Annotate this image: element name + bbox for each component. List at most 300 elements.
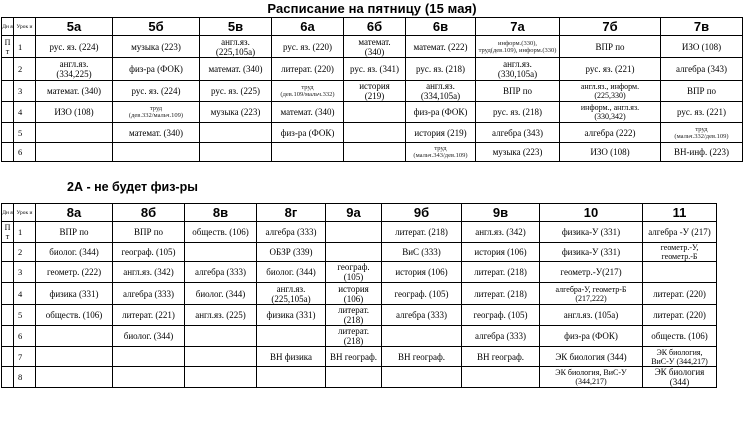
lesson-cell	[36, 262, 113, 283]
lesson-text: англ.яз.	[221, 36, 250, 47]
lesson-text: ВН физика	[269, 351, 312, 362]
lesson-number: 5	[14, 305, 36, 326]
lesson-cell	[540, 326, 643, 347]
lesson-cell	[113, 283, 185, 305]
lesson-cell	[406, 123, 476, 143]
lesson-text: геометр. (222)	[46, 267, 102, 277]
lesson-text: литерат. (220)	[281, 64, 334, 74]
lesson-header: Урок и	[14, 18, 36, 36]
day-header: Дн я	[2, 204, 14, 222]
lesson-text: (218)	[343, 336, 364, 346]
lesson-text: информ.(330),	[497, 39, 537, 47]
lesson-cell	[661, 143, 743, 162]
lesson-cell	[476, 143, 560, 162]
lesson-cell	[185, 347, 257, 367]
lesson-text: англ.яз.	[426, 81, 455, 91]
lesson-text: ИЗО (108)	[681, 41, 722, 52]
class-header: 6в	[406, 18, 476, 36]
lesson-text: рус. яз. (218)	[492, 107, 543, 117]
lesson-text: биолог. (344)	[49, 247, 99, 257]
class-header: 9а	[326, 204, 382, 222]
lesson-text: ВН географ.	[476, 351, 525, 362]
lesson-cell	[643, 326, 717, 347]
lesson-row	[2, 305, 717, 326]
lesson-text: биолог. (344)	[123, 331, 174, 341]
lesson-text: ВПР по	[133, 227, 164, 237]
lesson-text: ВиС (333)	[402, 247, 441, 257]
lesson-text: рус. яз. (224)	[131, 86, 181, 96]
lesson-text: труд	[434, 145, 447, 152]
lesson-cell	[462, 367, 540, 388]
lesson-cell	[185, 222, 257, 243]
lesson-cell	[643, 262, 717, 283]
lesson-text: алгебра (343)	[676, 64, 727, 74]
lesson-cell	[36, 36, 113, 58]
lesson-cell	[661, 102, 743, 123]
lesson-cell	[560, 81, 661, 102]
lesson-cell	[540, 222, 643, 243]
lesson-cell	[344, 58, 406, 81]
lesson-row	[2, 81, 743, 102]
lesson-text: физика (331)	[49, 288, 99, 299]
lesson-cell	[326, 305, 382, 326]
lesson-cell	[200, 102, 272, 123]
lesson-text: обществ. (106)	[651, 331, 708, 341]
lesson-cell	[476, 81, 560, 102]
lesson-cell	[406, 58, 476, 81]
lesson-cell	[382, 347, 462, 367]
lesson-cell	[272, 58, 344, 81]
lesson-cell	[462, 222, 540, 243]
lesson-row	[2, 222, 717, 243]
lesson-text: рус. яз. (224)	[49, 41, 99, 52]
lesson-text: англ.яз.	[276, 283, 306, 294]
lesson-cell	[540, 283, 643, 305]
lesson-cell	[272, 36, 344, 58]
lesson-cell	[113, 262, 185, 283]
lesson-cell	[257, 347, 326, 367]
lesson-text: ВН географ.	[397, 351, 446, 362]
lesson-text: музыка (223)	[492, 147, 543, 157]
lesson-text: ВПР по	[686, 86, 717, 96]
lesson-text: (106)	[343, 293, 364, 304]
lesson-text: (дев.109/мальч.332)	[280, 91, 335, 98]
lesson-text: (340)	[364, 46, 385, 57]
lesson-cell	[185, 243, 257, 262]
lesson-cell	[257, 326, 326, 347]
lesson-text: рус. яз. (220)	[282, 41, 333, 52]
lesson-text: математ. (222)	[413, 41, 468, 52]
lesson-text: математ. (340)	[129, 127, 183, 138]
page-title: Расписание на пятницу (15 мая)	[267, 1, 477, 16]
lesson-cell	[113, 143, 200, 162]
lesson-cell	[344, 102, 406, 123]
lesson-cell	[344, 123, 406, 143]
day-cell	[2, 262, 14, 283]
lesson-text: алгебра (333)	[475, 331, 526, 341]
lesson-text: ВПР по	[59, 227, 89, 237]
lesson-row	[2, 326, 717, 347]
lesson-text: ИЗО (108)	[54, 107, 94, 117]
lesson-text: ВН географ.	[329, 351, 378, 362]
lesson-cell	[661, 58, 743, 81]
lesson-cell	[406, 143, 476, 162]
class-header: 5в	[200, 18, 272, 36]
lesson-cell	[200, 36, 272, 58]
class-header: 11	[643, 204, 717, 222]
lesson-cell	[540, 262, 643, 283]
lesson-cell	[36, 367, 113, 388]
lesson-cell	[113, 36, 200, 58]
lesson-cell	[185, 305, 257, 326]
lesson-text: музыка (223)	[210, 107, 261, 117]
lesson-text: биолог. (344)	[195, 288, 246, 299]
lesson-cell	[113, 347, 185, 367]
lesson-text: (344)	[669, 377, 690, 387]
lesson-text: ВПР по	[502, 86, 533, 96]
lesson-number: 7	[14, 347, 36, 367]
lesson-text: история	[359, 81, 390, 91]
lesson-text: история (106)	[395, 267, 448, 277]
lesson-cell	[560, 102, 661, 123]
lesson-text: литерат. (218)	[474, 267, 527, 277]
lesson-cell	[36, 347, 113, 367]
lesson-cell	[382, 326, 462, 347]
lesson-cell	[406, 102, 476, 123]
lesson-cell	[462, 262, 540, 283]
lesson-text: физ-ра (ФОК)	[280, 127, 335, 138]
schedule-table-grades-5-7	[1, 17, 743, 162]
lesson-cell	[185, 367, 257, 388]
lesson-number: 6	[14, 143, 36, 162]
lesson-number: 1	[14, 36, 36, 58]
lesson-text: литерат. (218)	[395, 227, 448, 237]
lesson-cell	[540, 367, 643, 388]
lesson-cell	[462, 243, 540, 262]
lesson-cell	[185, 262, 257, 283]
lesson-number: 4	[14, 102, 36, 123]
day-cell	[2, 347, 14, 367]
lesson-cell	[36, 102, 113, 123]
lesson-text: математ.	[358, 36, 391, 47]
lesson-cell	[344, 36, 406, 58]
day-cell	[2, 143, 14, 162]
lesson-text: алгебра (333)	[265, 227, 317, 237]
lesson-text: история (106)	[474, 247, 527, 257]
lesson-row	[2, 58, 743, 81]
lesson-cell	[382, 243, 462, 262]
lesson-cell	[643, 347, 717, 367]
lesson-text: труд(дев.109), информ.(330)	[478, 46, 557, 54]
lesson-cell	[560, 58, 661, 81]
lesson-cell	[326, 283, 382, 305]
lesson-text: физика-У (331)	[561, 247, 621, 257]
lesson-text: геометр.-У(217)	[560, 267, 622, 277]
lesson-cell	[326, 367, 382, 388]
lesson-text: ЭК биология, ВиС-У	[555, 368, 627, 377]
lesson-cell	[113, 243, 185, 262]
class-header: 10	[540, 204, 643, 222]
lesson-cell	[257, 305, 326, 326]
lesson-cell	[382, 262, 462, 283]
lesson-cell	[257, 243, 326, 262]
lesson-row	[2, 283, 717, 305]
class-header: 8а	[36, 204, 113, 222]
lesson-cell	[36, 81, 113, 102]
lesson-cell	[476, 58, 560, 81]
schedule-table-grades-8-11	[1, 203, 717, 388]
lesson-text: англ.яз. (342)	[123, 267, 174, 277]
lesson-text: (225,105а)	[271, 293, 311, 304]
lesson-cell	[462, 283, 540, 305]
lesson-cell	[476, 123, 560, 143]
lesson-text: (225,330)	[594, 91, 626, 100]
lesson-text: история (219)	[414, 127, 467, 138]
lesson-cell	[36, 305, 113, 326]
class-header: 8г	[257, 204, 326, 222]
lesson-cell	[36, 326, 113, 347]
lesson-number: 3	[14, 81, 36, 102]
lesson-text: рус. яз. (221)	[585, 64, 635, 74]
lesson-text: (334,105а)	[420, 91, 461, 101]
lesson-cell	[257, 222, 326, 243]
lesson-text: (330,105а)	[497, 69, 538, 79]
lesson-row	[2, 262, 717, 283]
lesson-cell	[200, 123, 272, 143]
day-cell: П т	[2, 222, 14, 243]
lesson-text: англ.яз. (105а)	[563, 310, 619, 320]
class-header: 9в	[462, 204, 540, 222]
lesson-cell	[382, 222, 462, 243]
lesson-cell	[36, 123, 113, 143]
lesson-text: математ. (340)	[47, 86, 101, 96]
class-header: 7б	[560, 18, 661, 36]
lesson-row	[2, 36, 743, 58]
lesson-text: рус. яз. (218)	[415, 64, 466, 74]
lesson-cell	[257, 262, 326, 283]
lesson-cell	[462, 305, 540, 326]
lesson-text: ИЗО (108)	[590, 147, 630, 157]
lesson-text: алгебра (343)	[492, 127, 543, 138]
lesson-cell	[36, 283, 113, 305]
lesson-text: алгебра (333)	[396, 310, 447, 320]
lesson-cell	[272, 123, 344, 143]
lesson-row	[2, 123, 743, 143]
lesson-text: ОБЗР (339)	[269, 247, 313, 257]
lesson-cell	[185, 283, 257, 305]
lesson-row	[2, 102, 743, 123]
lesson-cell	[643, 305, 717, 326]
lesson-text: геометр.-У,	[660, 243, 699, 252]
lesson-text: англ.яз. (342)	[475, 227, 526, 237]
lesson-text: труд	[695, 125, 708, 133]
lesson-cell	[643, 283, 717, 305]
class-header: 8в	[185, 204, 257, 222]
lesson-text: ВПР по	[595, 41, 625, 52]
lesson-cell	[326, 347, 382, 367]
lesson-text: биолог. (344)	[266, 267, 316, 277]
lesson-cell	[643, 367, 717, 388]
lesson-cell	[661, 123, 743, 143]
lesson-cell	[272, 143, 344, 162]
lesson-number: 2	[14, 58, 36, 81]
lesson-text: история	[338, 283, 369, 294]
lesson-text: (мальч.332/дев.109)	[674, 132, 729, 140]
lesson-text: физ-ра (ФОК)	[564, 331, 618, 341]
lesson-text: алгебра -У (217)	[648, 227, 711, 237]
lesson-text: (344,217)	[575, 377, 607, 386]
lesson-text: литерат. (221)	[122, 310, 175, 320]
day-cell	[2, 305, 14, 326]
lesson-text: географ. (105)	[121, 247, 176, 257]
lesson-text: рус. яз. (221)	[676, 107, 727, 117]
lesson-text: обществ. (106)	[45, 310, 103, 320]
lesson-text: географ. (105)	[473, 310, 528, 320]
lesson-text: географ. (105)	[394, 288, 449, 299]
lesson-cell	[257, 367, 326, 388]
lesson-text: литерат. (220)	[653, 288, 706, 299]
class-header: 8б	[113, 204, 185, 222]
lesson-text: ВиС-У (344,217)	[651, 356, 708, 366]
lesson-text: (мальч.343/дев.109)	[413, 152, 468, 159]
lesson-cell	[36, 143, 113, 162]
lesson-text: ЭК биология	[654, 367, 705, 377]
lesson-text: ЭК биология,	[656, 347, 703, 357]
lesson-row	[2, 367, 717, 388]
lesson-cell	[113, 58, 200, 81]
lesson-cell	[643, 243, 717, 262]
lesson-text: (330,342)	[594, 112, 626, 121]
lesson-text: физика (331)	[266, 310, 316, 320]
lesson-cell	[382, 305, 462, 326]
lesson-text: рус. яз. (341)	[349, 64, 400, 74]
lesson-cell	[272, 102, 344, 123]
lesson-text: физика-У (331)	[561, 227, 621, 237]
lesson-text: (219)	[364, 91, 385, 101]
lesson-text: (225,105а)	[215, 46, 256, 57]
day-cell: П т	[2, 36, 14, 58]
lesson-number: 2	[14, 243, 36, 262]
class-header: 6б	[344, 18, 406, 36]
lesson-text: алгебра (222)	[584, 127, 636, 138]
lesson-cell	[113, 326, 185, 347]
lesson-text: алгебра (333)	[195, 267, 246, 277]
lesson-cell	[643, 222, 717, 243]
lesson-number: 3	[14, 262, 36, 283]
lesson-text: литерат. (220)	[653, 310, 706, 320]
lesson-cell	[476, 36, 560, 58]
class-header: 7в	[661, 18, 743, 36]
lesson-text: математ. (340)	[280, 107, 335, 117]
lesson-text: географ.	[337, 262, 370, 272]
lesson-row	[2, 143, 743, 162]
lesson-cell	[326, 262, 382, 283]
lesson-text: труд	[149, 105, 163, 112]
lesson-cell	[36, 243, 113, 262]
lesson-text: труд	[301, 84, 314, 91]
lesson-cell	[661, 36, 743, 58]
lesson-cell	[200, 58, 272, 81]
day-cell	[2, 243, 14, 262]
lesson-cell	[200, 81, 272, 102]
lesson-cell	[113, 367, 185, 388]
day-cell	[2, 123, 14, 143]
lesson-cell	[113, 102, 200, 123]
lesson-text: (218)	[343, 315, 364, 325]
lesson-text: (105)	[343, 272, 364, 282]
lesson-cell	[185, 326, 257, 347]
lesson-cell	[406, 36, 476, 58]
lesson-number: 4	[14, 283, 36, 305]
lesson-cell	[382, 283, 462, 305]
lesson-text: физ-ра (ФОК)	[129, 64, 183, 74]
lesson-text: (334,225)	[56, 69, 92, 79]
day-cell	[2, 367, 14, 388]
lesson-cell	[344, 143, 406, 162]
lesson-cell	[661, 81, 743, 102]
lesson-text: (217,222)	[575, 293, 607, 303]
lesson-cell	[540, 243, 643, 262]
lesson-text: рус. яз. (225)	[210, 86, 261, 96]
lesson-text: математ. (340)	[208, 64, 263, 74]
day-cell	[2, 102, 14, 123]
lesson-text: литерат. (218)	[474, 288, 527, 299]
lesson-text: информ., англ.яз.	[580, 103, 640, 112]
lesson-cell	[382, 367, 462, 388]
lesson-text: англ.яз.	[503, 59, 532, 69]
lesson-text: англ.яз. (225)	[195, 310, 246, 320]
class-header: 7а	[476, 18, 560, 36]
lesson-number: 5	[14, 123, 36, 143]
lesson-text: алгебра-У, геометр-Б	[555, 284, 627, 294]
lesson-cell	[344, 81, 406, 102]
lesson-cell	[326, 222, 382, 243]
lesson-text: литерат.	[337, 305, 369, 315]
class-header: 6а	[272, 18, 344, 36]
lesson-row	[2, 347, 717, 367]
day-cell	[2, 58, 14, 81]
lesson-cell	[560, 123, 661, 143]
table-header-row	[2, 18, 743, 36]
lesson-cell	[113, 222, 185, 243]
lesson-row	[2, 243, 717, 262]
lesson-text: англ.яз.	[59, 59, 89, 69]
lesson-text: обществ. (106)	[192, 227, 249, 237]
lesson-text: геометр.-Б	[661, 252, 698, 261]
lesson-cell	[462, 326, 540, 347]
lesson-text: алгебра (333)	[123, 288, 174, 299]
lesson-cell	[113, 305, 185, 326]
lesson-cell	[540, 305, 643, 326]
lesson-cell	[272, 81, 344, 102]
lesson-text: литерат.	[337, 326, 369, 336]
lesson-text: ВН-инф. (223)	[674, 147, 729, 157]
lesson-text: англ.яз., информ.	[580, 82, 640, 91]
lesson-cell	[36, 58, 113, 81]
lesson-cell	[36, 222, 113, 243]
lesson-number: 8	[14, 367, 36, 388]
lesson-cell	[476, 102, 560, 123]
lesson-text: музыка (223)	[131, 41, 181, 52]
lesson-cell	[113, 81, 200, 102]
lesson-number: 6	[14, 326, 36, 347]
lesson-header: Урок и	[14, 204, 36, 222]
class-header: 9б	[382, 204, 462, 222]
lesson-cell	[540, 347, 643, 367]
lesson-cell	[326, 243, 382, 262]
day-cell	[2, 326, 14, 347]
lesson-text: физ-ра (ФОК)	[413, 107, 468, 117]
